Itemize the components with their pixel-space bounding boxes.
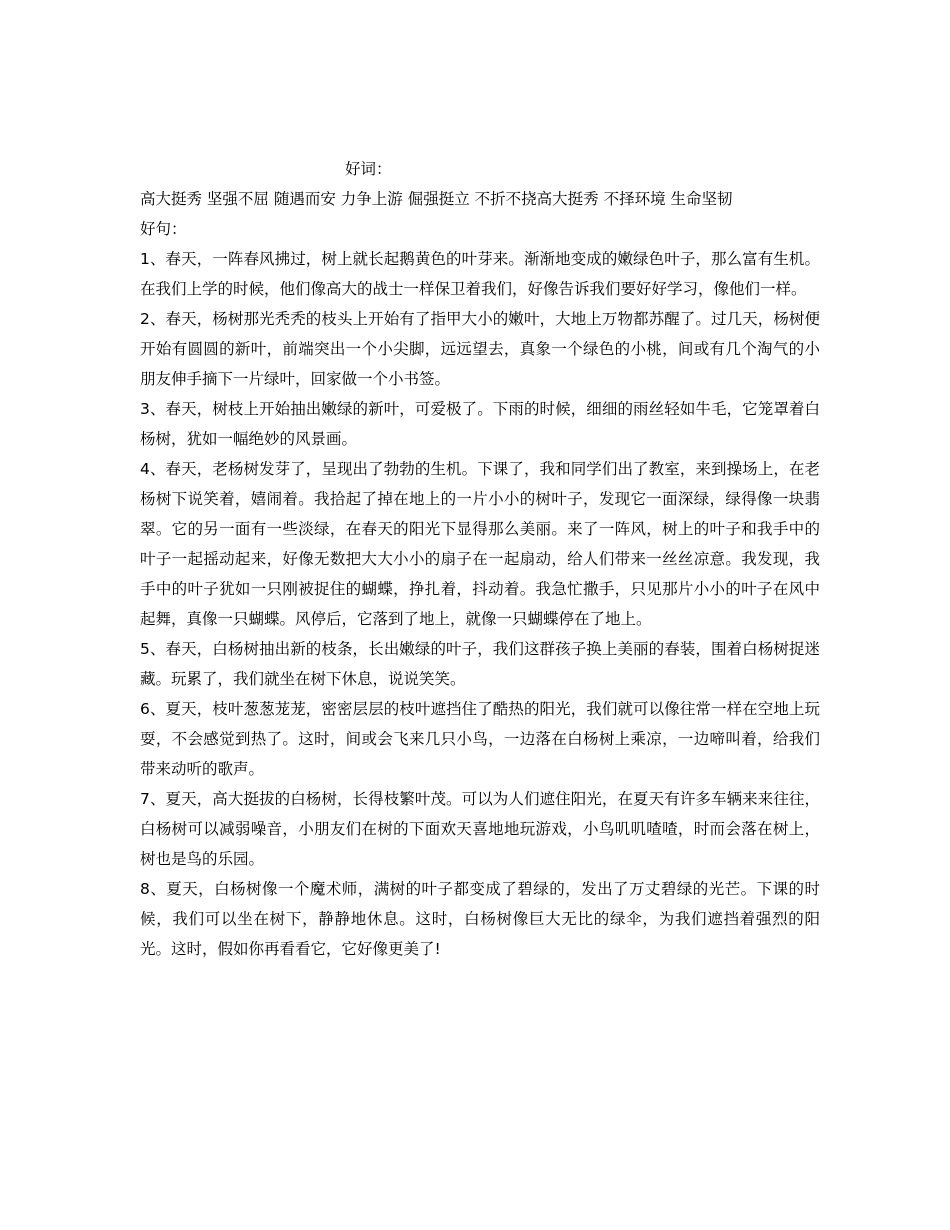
good-words-list: 高大挺秀 坚强不屈 随遇而安 力争上游 倔强挺立 不折不挠高大挺秀 不择环境 生命坚韧 <box>140 190 733 208</box>
sentence-paragraph-8: 8、夏天，白杨树像一个魔术师，满树的叶子都变成了碧绿的，发出了万丈碧绿的光芒。下课的时候，我们可以坐在树下，静静地休息。这时，白杨树像巨大无比的绿伞，为我们遮挡着强烈的阳光。这时，假如你再看看它，它好像更美了! <box>140 880 820 958</box>
sentence-paragraph-6: 6、夏天，枝叶葱葱茏茏，密密层层的枝叶遮挡住了酷热的阳光，我们就可以像往常一样在空地上玩耍，不会感觉到热了。这时，间或会飞来几只小鸟，一边落在白杨树上乘凉，一边啼叫着，给我们带来动听的歌声。 <box>140 700 820 778</box>
sentence-paragraph-4: 4、春天，老杨树发芽了，呈现出了勃勃的生机。下课了，我和同学们出了教室，来到操场上，在老杨树下说笑着，嬉闹着。我拾起了掉在地上的一片小小的树叶子，发现它一面深绿，绿得像一块翡翠。它的另一面有一些淡绿，在春天的阳光下显得那么美丽。来了一阵风，树上的叶子和我手中的叶子一起摇动起来，好像无数把大大小小的扇子在一起扇动，给人们带来一丝丝凉意。我发现，我手中的叶子犹如一只刚被捉住的蝴蝶，挣扎着，抖动着。我急忙撒手，只见那片小小的叶子在风中起舞，真像一只蝴蝶。风停后，它落到了地上，就像一只蝴蝶停在了地上。 <box>140 460 820 628</box>
sentence-paragraph-7: 7、夏天，高大挺拔的白杨树，长得枝繁叶茂。可以为人们遮住阳光，在夏天有许多车辆来来往往，白杨树可以减弱噪音，小朋友们在树的下面欢天喜地地玩游戏，小鸟叽叽喳喳，时而会落在树上，树也是鸟的乐园。 <box>140 790 820 868</box>
good-words-heading: 好词： <box>345 160 392 178</box>
document-body <box>140 154 820 964</box>
sentence-paragraph-3: 3、春天，树枝上开始抽出嫩绿的新叶，可爱极了。下雨的时候，细细的雨丝轻如牛毛，它笼罩着白杨树，犹如一幅绝妙的风景画。 <box>140 400 820 448</box>
sentence-paragraph-1: 1、春天，一阵春风拂过，树上就长起鹅黄色的叶芽来。渐渐地变成的嫩绿色叶子，那么富有生机。在我们上学的时候，他们像高大的战士一样保卫着我们，好像告诉我们要好好学习，像他们一样。 <box>140 250 820 298</box>
sentence-paragraph-2: 2、春天，杨树那光秃秃的枝头上开始有了指甲大小的嫩叶，大地上万物都苏醒了。过几天，杨树便开始有圆圆的新叶，前端突出一个小尖脚，远远望去，真象一个绿色的小桃，间或有几个淘气的小朋友伸手摘下一片绿叶，回家做一个小书签。 <box>140 310 820 388</box>
good-sentences-heading: 好句： <box>140 220 187 238</box>
sentence-paragraph-5: 5、春天，白杨树抽出新的枝条，长出嫩绿的叶子，我们这群孩子换上美丽的春装，围着白杨树捉迷藏。玩累了，我们就坐在树下休息，说说笑笑。 <box>140 640 820 688</box>
